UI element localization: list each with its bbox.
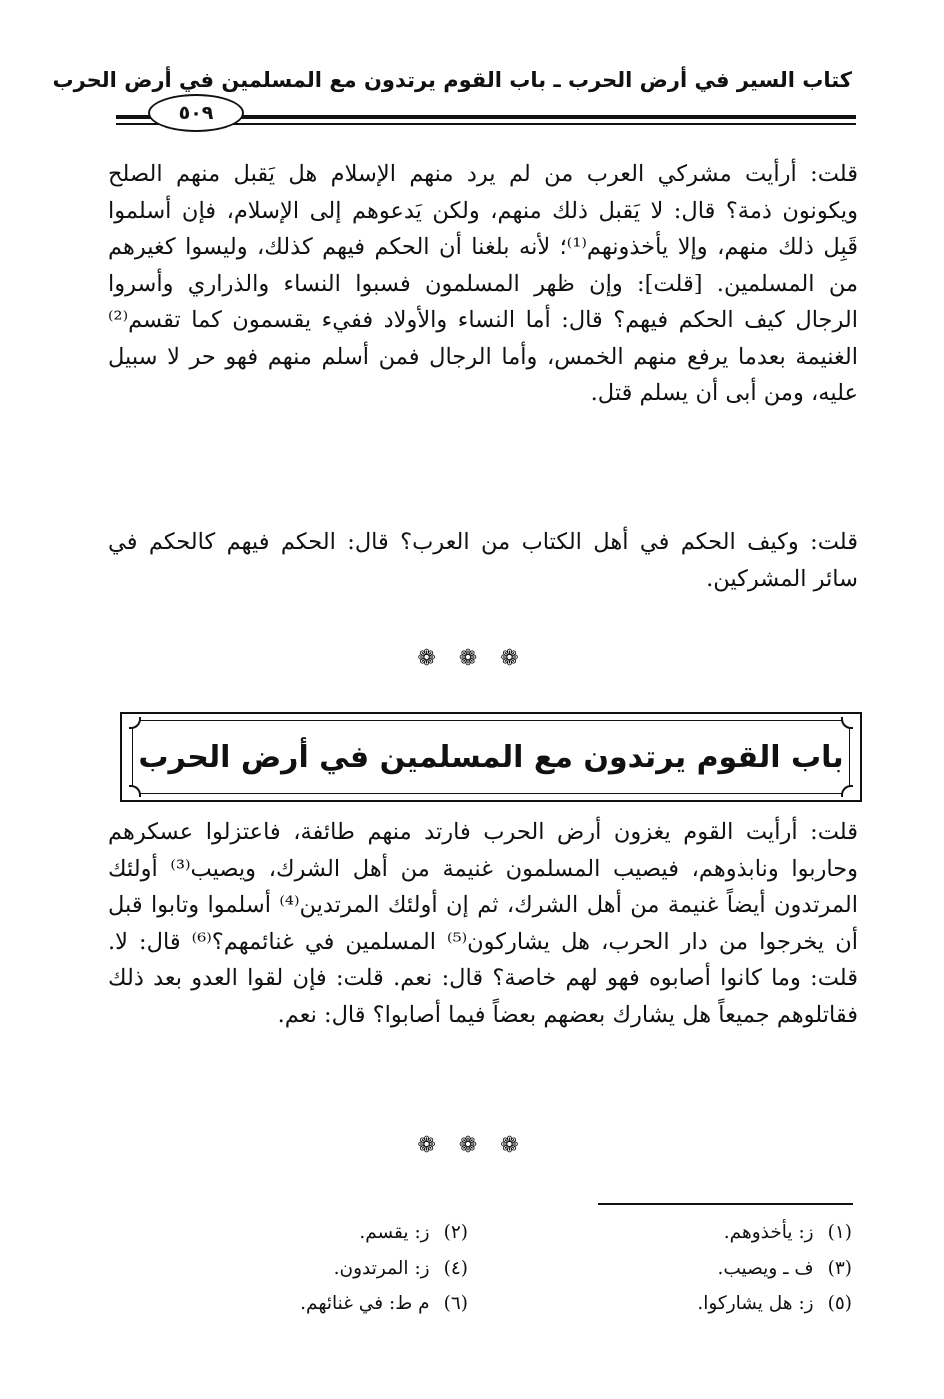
paragraph: [108, 524, 858, 597]
footnote: [697, 1292, 852, 1316]
chapter-paragraph: [108, 814, 858, 1033]
paragraph-text: قلت: أرأيت مشركي العرب من لم يرد منهم الإسلام هل يَقبل منهم الصلح ويكونون ذمة؟ قال: لا يَقبل ذلك منهم، ولكن يَدعوهم إلى الإسلام، فإن أسلموا قَبِل ذلك منهم، وإلا يأخذونهم⁽¹⁾؛ لأنه بلغنا أن الحكم فيهم كذلك، وليسوا كغيرهم من المسلمين. [قلت]: وإن ظهر المسلمون فسبوا النساء والذراري وأسروا الرجال كيف الحكم فيهم؟ قال: أما النساء والأولاد ففيء يقسمون كما تقسم⁽²⁾ الغنيمة بعدما يرفع منهم الخمس، وأما الرجال فمن أسلم منهم فهو حر لا سبيل عليه، ومن أبى أن يسلم قتل.: [108, 161, 858, 406]
footnote-number: (٣): [827, 1258, 852, 1279]
running-head: كتاب السير في أرض الحرب ـ باب القوم يرتدون مع المسلمين في أرض الحرب: [52, 68, 852, 92]
footnote-text: ز: يقسم.: [359, 1222, 430, 1243]
ornament-separator: ❁ ❁ ❁: [417, 1133, 527, 1158]
footnote-number: (٦): [443, 1293, 468, 1314]
ornament-separator: ❁ ❁ ❁: [417, 646, 527, 671]
footnote-text: ز: المرتدون.: [333, 1258, 430, 1279]
footnote-text: م ط: في غنائهم.: [300, 1293, 430, 1314]
footnote-text: ف ـ ويصيب.: [717, 1258, 814, 1279]
footnote: [718, 1257, 853, 1281]
paragraph: [108, 156, 858, 412]
page-number: ٥٠٩: [148, 94, 244, 132]
paragraph-text: قلت: أرأيت القوم يغزون أرض الحرب فارتد منهم طائفة، فاعتزلوا عسكرهم وحاربوا ونابذوهم، فيصيب المسلمون غنيمة من أهل الشرك، ويصيب⁽³⁾ أولئك المرتدون أيضاً غنيمة من أهل الشرك، ثم إن أولئك المرتدين⁽⁴⁾ أسلموا وتابوا قبل أن يخرجوا من دار الحرب، هل يشاركون⁽⁵⁾ المسلمين في غنائمهم؟⁽⁶⁾ قال: لا. قلت: وما كانوا أصابوه فهو لهم خاصة؟ قال: نعم. قلت: فإن لقوا العدو بعد ذلك فقاتلوهم جميعاً هل يشارك بعضهم بعضاً فيما أصابوا؟ قال: نعم.: [108, 819, 858, 1028]
footnote-number: (٢): [443, 1222, 468, 1243]
chapter-title: باب القوم يرتدون مع المسلمين في أرض الحرب: [138, 739, 844, 775]
footnote-number: (٥): [827, 1293, 852, 1314]
footnote: [334, 1257, 468, 1281]
footnote: [300, 1292, 468, 1316]
chapter-heading-frame: [120, 712, 862, 802]
footnote-number: (٤): [443, 1258, 468, 1279]
footnote: [724, 1221, 852, 1245]
footnote-number: (١): [827, 1222, 852, 1243]
footnote-text: ز: يأخذوهم.: [723, 1222, 814, 1243]
footnote: [359, 1221, 468, 1245]
footnote-text: ز: هل يشاركوا.: [697, 1293, 814, 1314]
footnote-rule: [598, 1203, 853, 1205]
paragraph-text: قلت: وكيف الحكم في أهل الكتاب من العرب؟ قال: الحكم فيهم كالحكم في سائر المشركين.: [108, 529, 858, 592]
